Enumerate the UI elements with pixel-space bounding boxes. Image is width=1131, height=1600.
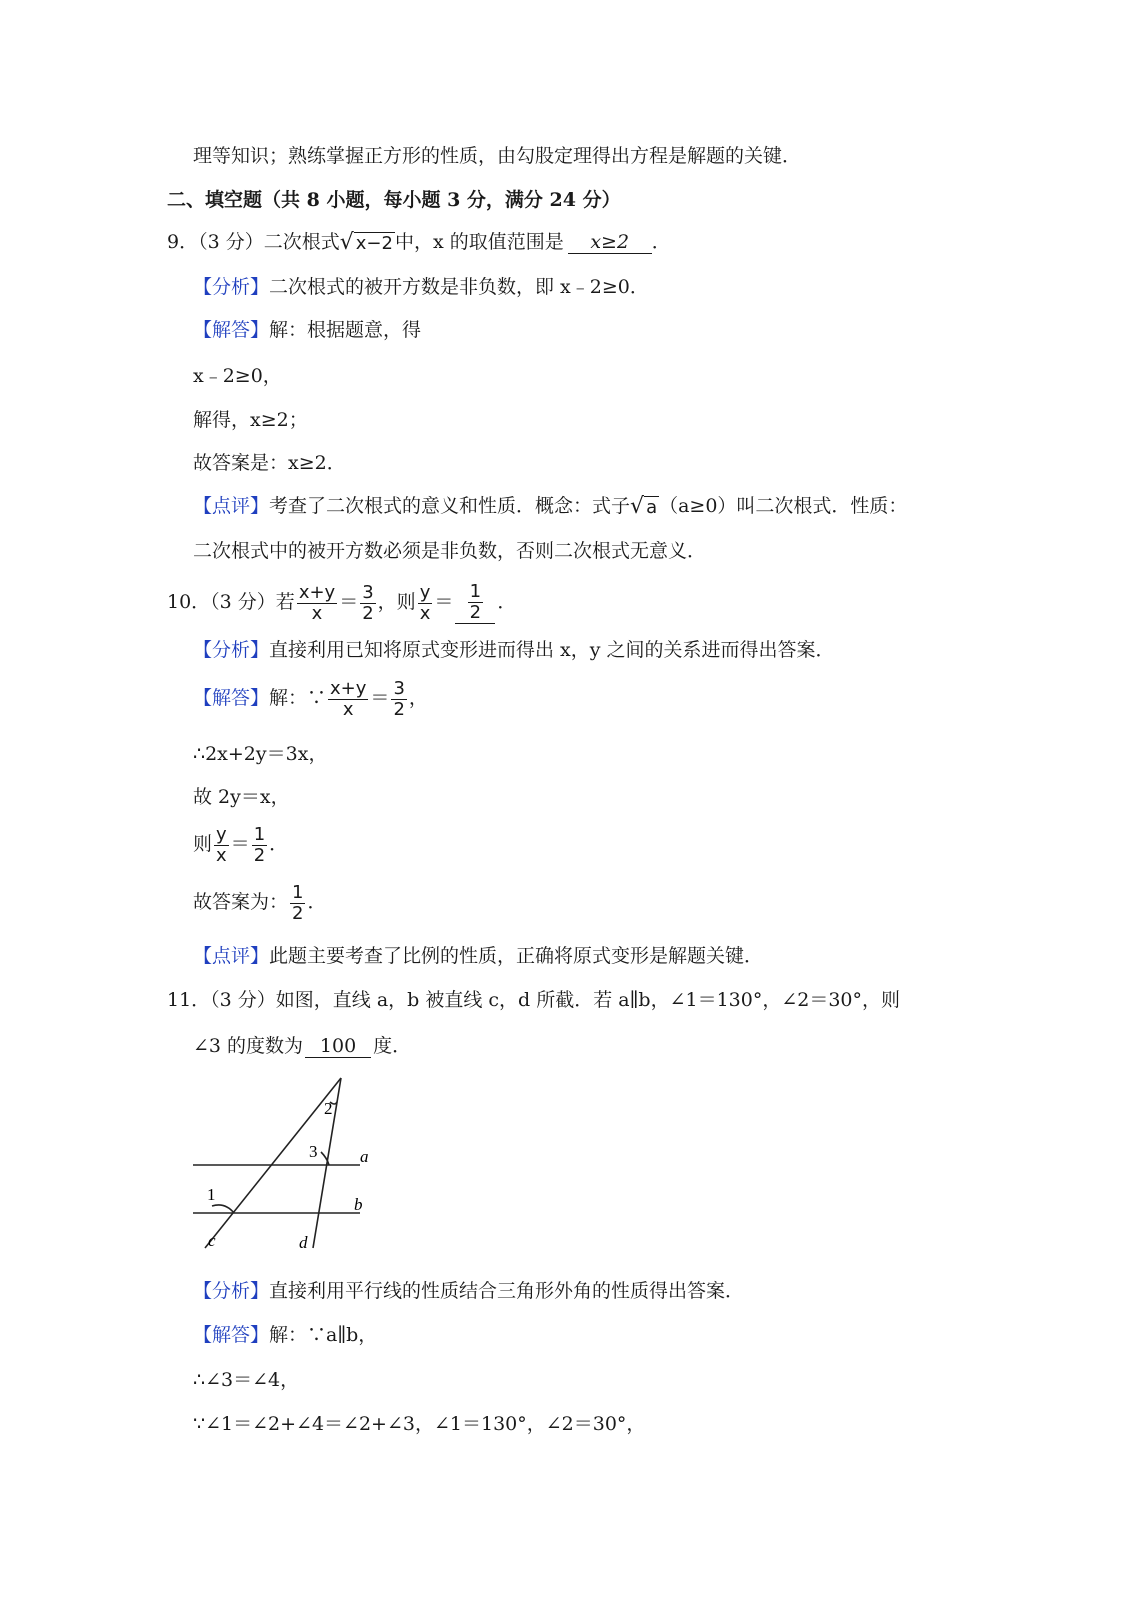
question-11: 11．（3 分）如图，直线 a，b 被直线 c，d 所截．若 a∥b，∠1＝130°，∠2＝30°，则: [167, 989, 901, 1011]
label-3: 3: [309, 1142, 318, 1161]
label-d: d: [299, 1233, 308, 1252]
answer-blank: 100: [305, 1035, 371, 1058]
answer-blank: $\frac{1}{2}$: [455, 582, 495, 624]
fraction: $\frac{y}{x}$: [216, 823, 227, 866]
fraction: $\frac{y}{x}$: [419, 581, 431, 624]
comment-tag: 【点评】: [193, 495, 270, 517]
text-line: 故 2y＝x，: [193, 786, 290, 808]
comment-tag: 【点评】: [193, 945, 270, 967]
radical-expression: √ x−2: [339, 229, 393, 255]
fraction: $\frac{1}{2}$: [253, 823, 266, 866]
solution-tag: 【解答】: [193, 319, 270, 341]
analysis-tag: 【分析】: [193, 276, 270, 298]
text-line: 理等知识；熟练掌握正方形的性质，由勾股定理得出方程是解题的关键．: [193, 145, 802, 167]
fraction: $\frac{3}{2}$: [362, 581, 374, 624]
geometry-figure: [185, 1070, 385, 1255]
question-9: 9．（3 分）二次根式√ x−2 中，x 的取值范围是 x≥2 ．: [167, 229, 671, 255]
fraction: $\frac{x+y}{x}$: [298, 581, 336, 624]
text-line: 解得，x≥2；: [193, 409, 308, 431]
fraction: $\frac{1}{2}$: [292, 881, 304, 924]
solution-tag: 【解答】: [193, 1324, 270, 1346]
fraction: $\frac{3}{2}$: [393, 677, 405, 720]
solution-line: 【解答】解：根据题意，得: [193, 319, 422, 341]
label-2: 2: [324, 1099, 333, 1118]
section-heading: 二、填空题（共 8 小题，每小题 3 分，满分 24 分）: [167, 189, 621, 211]
analysis-tag: 【分析】: [193, 1280, 270, 1302]
text-line: ∴2x+2y＝3x，: [193, 743, 328, 765]
label-b: b: [354, 1195, 363, 1214]
text-line: 故答案为： $\frac{1}{2}$ ．: [193, 881, 327, 924]
analysis-line: 【分析】直接利用平行线的性质结合三角形外角的性质得出答案．: [193, 1280, 745, 1302]
solution-line: 【解答】解：∵a∥b，: [193, 1324, 378, 1346]
label-1: 1: [207, 1185, 216, 1204]
angle-1-arc: [212, 1205, 234, 1213]
fraction: $\frac{x+y}{x}$: [330, 677, 367, 720]
radical-expression: √ a: [630, 493, 658, 519]
analysis-tag: 【分析】: [193, 639, 270, 661]
label-c: c: [208, 1231, 216, 1250]
question-10: 10．（3 分）若 $\frac{x+y}{x}$ ＝ $\frac{3}{2}$ ，则 $\frac{y}{x}$ ＝ $\frac{1}{2}$ ．: [167, 581, 517, 624]
analysis-line: 【分析】二次根式的被开方数是非负数，即 x﹣2≥0．: [193, 276, 649, 298]
comment-line: 【点评】考查了二次根式的意义和性质．概念：式子√ a （a≥0）叫二次根式．性质：: [193, 493, 908, 519]
analysis-line: 【分析】直接利用已知将原式变形进而得出 x，y 之间的关系进而得出答案．: [193, 639, 835, 661]
solution-line: 【解答】解：∵ $\frac{x+y}{x}$ ＝ $\frac{3}{2}$ ，: [193, 677, 428, 720]
question-11-cont: ∠3 的度数为 100 度．: [193, 1035, 412, 1057]
comment-line: 【点评】此题主要考查了比例的性质，正确将原式变形是解题关键．: [193, 945, 764, 967]
text-line: x﹣2≥0，: [193, 365, 282, 387]
text-line: 故答案是：x≥2．: [193, 452, 346, 474]
text-line: ∴∠3＝∠4，: [193, 1369, 300, 1391]
line-c: [205, 1078, 341, 1248]
text-line: ∵∠1＝∠2+∠4＝∠2+∠3，∠1＝130°，∠2＝30°，: [193, 1413, 646, 1435]
label-a: a: [360, 1147, 369, 1166]
text-line: 二次根式中的被开方数必须是非负数，否则二次根式无意义．: [193, 540, 707, 562]
solution-tag: 【解答】: [193, 687, 270, 709]
answer-blank: x≥2: [568, 231, 652, 254]
text-line: 则 $\frac{y}{x}$ ＝ $\frac{1}{2}$ ．: [193, 823, 289, 866]
